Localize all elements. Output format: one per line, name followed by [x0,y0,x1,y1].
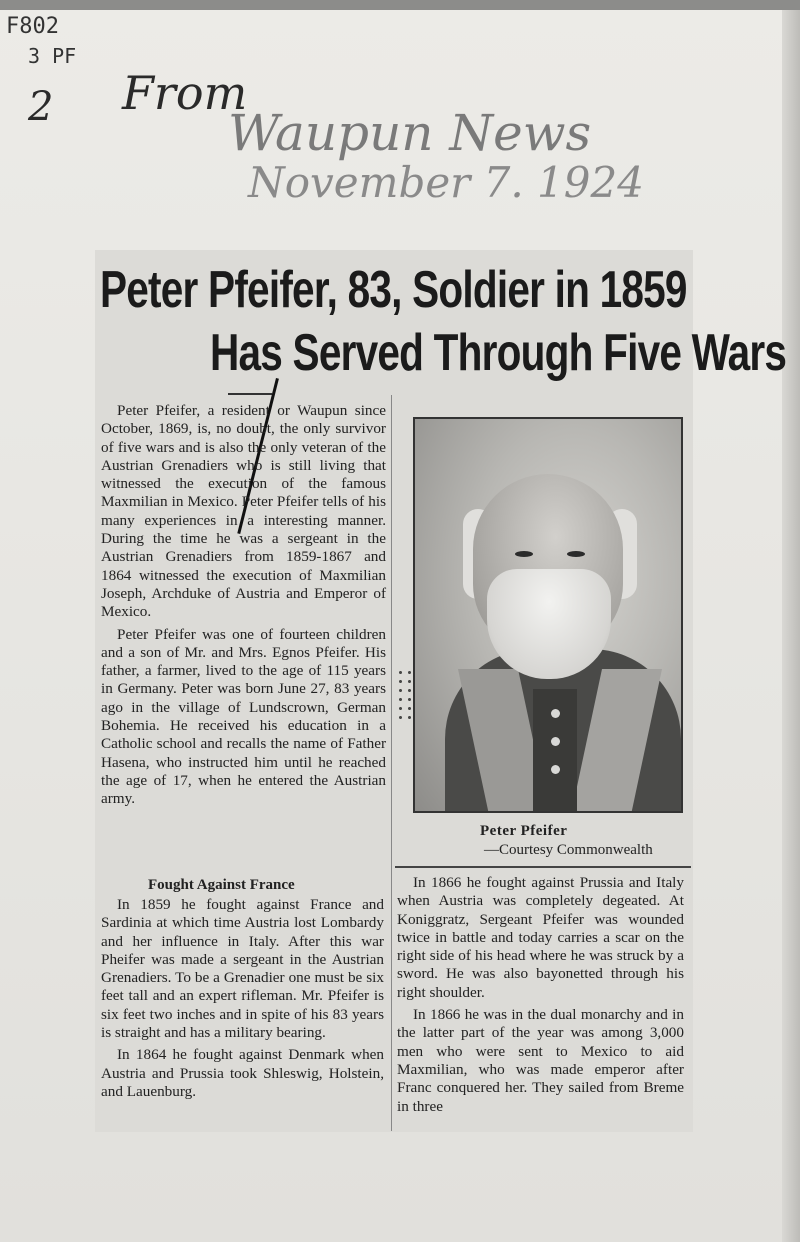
top-tape-strip [0,0,800,10]
handwritten-date: November 7. 1924 [248,158,644,207]
article-paragraph: In 1864 he fought against Denmark when Austria and Prussia took Shleswig, Holstein, and Lauenburg. [101,1046,384,1100]
column-divider [391,395,392,1131]
article-column-left-bottom [101,896,384,1101]
article-paragraph: Peter Pfeifer, a resident or Waupun since October, 1869, is, no doubt, the only survivor of five wars and is also the only veteran of the Austrian Grenadiers who is still living that witnessed the execution of the famous Maxmilian in Mexico. Peter Pfeifer tells of his many experiences in a interesting manner. During the time he was a sergeant in the Austrian Grenadiers from 1859-1867 and 1864 witnessed the execution of Maxmilian Joseph, Archduke of Austria and Emperor of Mexico. [101,402,386,621]
section-subhead: Fought Against France [148,877,295,893]
handwritten-code-line1: F802 [6,14,59,39]
photo-eye-right [567,551,585,557]
article-paragraph: Peter Pfeifer was one of fourteen children and a son of Mr. and Mrs. Egnos Pfeifer. His father, a farmer, lived to the age of 115 years in Germany. Peter was born June 27, 83 years ago in the village of Lundscrown, German Bohemia. He received his education in a Catholic school and recalls the name of Father Hasena, who instructed him until he reached the age of 17, when he entered the Austrian army. [101,625,386,808]
headline-line2: Has Served Through Five Wars [210,324,787,382]
portrait-photo [413,417,683,813]
photo-button [551,765,560,774]
handwritten-from: From [122,66,248,120]
photo-caption-name: Peter Pfeifer [480,823,568,839]
photo-eye-left [515,551,533,557]
article-column-left-top [101,402,386,809]
headline-line1: Peter Pfeifer, 83, Soldier in 1859 [100,261,687,319]
photo-button [551,737,560,746]
page-edge-shadow [782,10,800,1242]
photo-button [551,709,560,718]
handwritten-source: Waupun News [228,104,592,162]
article-paragraph: In 1866 he fought against Prussia and Italy when Austria was completely degeated. At Koniggratz, Sergeant Pfeifer was wounded twice in battle and today carries a scar on the right side of his head where he was struck by a sword. He was also bayonetted through his right shoulder. [397,874,684,1001]
headline-divider [228,393,272,395]
handwritten-number: 2 [28,84,54,130]
article-column-right [397,874,684,1116]
caption-divider [395,866,691,868]
article-paragraph: In 1866 he was in the dual monarchy and in the latter part of the year was among 3,000 men who were sent to Mexico to aid Maxmilian, who was made emperor after Franc conquered her. They sailed from Breme in three [397,1006,684,1115]
handwritten-code-line2: 3 PF [28,44,77,68]
article-paragraph: In 1859 he fought against France and Sardinia at which time Austria lost Lombardy and her influence in Italy. After this war Pheifer was made a sergeant in the Austrian Grenadiers. To be a Grenadier one must be six feet tall and an expert rifleman. Mr. Pfeifer is six feet two inches and in spite of his 83 years is straight and has a military bearing. [101,896,384,1042]
photo-caption-credit: —Courtesy Commonwealth [484,842,653,858]
photo-vest [533,689,577,813]
